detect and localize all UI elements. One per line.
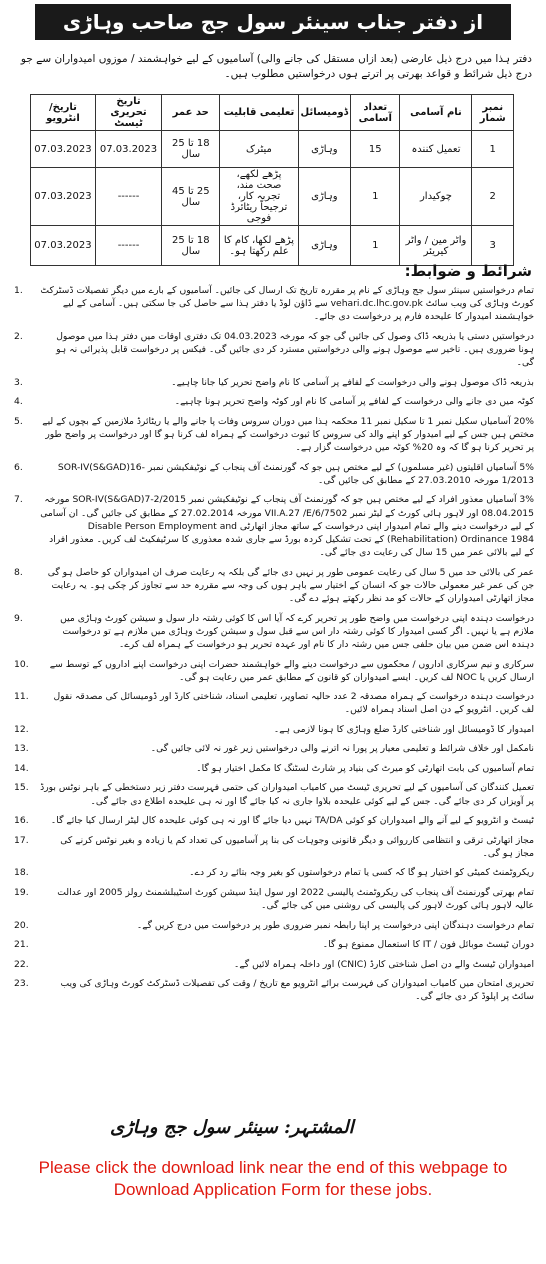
rule-number: 6.	[14, 461, 23, 473]
list-item	[12, 395, 534, 408]
rule-number: 17.	[14, 834, 29, 846]
table-cell: 18 تا 25 سال	[162, 131, 220, 168]
rule-text: کوٹہ میں دی جانے والی درخواست کے لفافے پر آسامی کا نام اور کوٹہ واضح تحریر ہونا چاہیے۔	[174, 396, 534, 408]
table-cell: 1	[351, 168, 400, 226]
table-cell: ------	[95, 226, 161, 266]
col-serial: نمبر شمار	[472, 95, 514, 131]
list-item	[12, 612, 534, 652]
col-test-date: تاریخ تحریری ٹیسٹ	[95, 95, 161, 131]
table-cell: 2	[472, 168, 514, 226]
table-cell: چوکیدار	[400, 168, 472, 226]
table-cell: 25 تا 45 سال	[162, 168, 220, 226]
rule-text: دوران ٹیسٹ موبائل فون / IT کا استعمال ممنوع ہو گا۔	[322, 939, 534, 951]
table-cell: 07.03.2023	[31, 131, 96, 168]
col-interview-date: تاریخ/انٹرویو	[31, 95, 96, 131]
rule-text: تمام آسامیوں کی بابت اتھارٹی کو میرٹ کی بنیاد پر شارٹ لسٹنگ کا مکمل اختیار ہو گا۔	[196, 762, 534, 774]
table-row	[31, 168, 514, 226]
rule-text: مجاز اتھارٹی ترقی و انتظامی کارروائی و دیگر قانونی وجوہات کی بنا پر آسامیوں کی تعداد کم یا زیادہ و بغیر نوٹس کرنے کی مجاز ہو گی۔	[60, 834, 534, 859]
col-domicile: ڈومیسائل	[298, 95, 351, 131]
table-header-row	[31, 95, 514, 131]
table-cell: ------	[95, 168, 161, 226]
rule-text: 5% آسامیاں اقلیتوں (غیر مسلموں) کے لیے مختص ہیں جو کہ گورنمنٹ آف پنجاب کے نوٹیفکیشن نمبر SOR-IV(S&GAD)16-1/2013 مورخہ 27.03.2010 کے مطابق کی جائیں گی۔	[57, 461, 534, 486]
rule-text: 20% آسامیاں سکیل نمبر 1 تا سکیل نمبر 11 محکمہ ہذا میں دوران سروس وفات پا جانے والے یا ریٹائرڈ ملازمین کے بچوں کے لیے مختص ہیں جس کے لیے امیدوار کو اپنے والد کی سروس کا ثبوت درخواست کے ہمراہ لف کرنا ہو گا اور درخواست پر واضح طور پر تحریر کرنا ہو گا کہ وہ 20% کوٹہ میں درخواست گزار ہے۔	[42, 415, 534, 454]
rule-number: 18.	[14, 867, 29, 879]
page-title: از دفتر جناب سینئر سول جج صاحب وہاڑی	[35, 4, 511, 40]
rule-number: 3.	[14, 376, 23, 388]
col-qualification: تعلیمی قابلیت	[220, 95, 298, 131]
list-item	[12, 814, 534, 827]
table-cell: 15	[351, 131, 400, 168]
rule-text: بذریعہ ڈاک موصول ہونے والی درخواست کے لفافے پر آسامی کا نام واضح تحریر کیا جانا چاہیے۔	[171, 376, 534, 388]
rule-number: 8.	[14, 566, 23, 578]
rules-heading: شرائط و ضوابط:	[404, 262, 532, 280]
rule-text: عمر کی بالائی حد میں 5 سال کی رعایت عمومی طور پر نہیں دی جائے گی بلکہ یہ رعایت صرف ان امیدواران کو حاصل ہو گی جن کی عمر غیر معمولی حالات جو کہ انسان کے اختیار سے باہر ہوں کی وجہ سے مقررہ حد سے تجاوز کر چکی ہو۔ یہ رعایت مجاز اتھارٹی امیدواران کے حالات کو مد نظر رکھتے ہوئے دے گی۔	[47, 566, 534, 605]
table-cell: 07.03.2023	[31, 168, 96, 226]
rule-text: درخواستیں دستی یا بذریعہ ڈاک وصول کی جائیں گی جو کہ مورخہ 04.03.2023 تک دفتری اوقات میں دفتر ہذا میں موصول ہونا ضروری ہیں۔ تاخیر سے موصول ہونے والی درخواستیں مسترد کر دی جائیں گی۔ فیکس پر درخواست قابل پذیرائی نہ ہو گی۔	[56, 330, 534, 369]
list-item	[12, 493, 534, 559]
table-cell: 18 تا 25 سال	[162, 226, 220, 266]
download-notice: Please click the download link near the end of this webpage to Download Application Form for these jobs.	[38, 1158, 508, 1199]
rule-text: تمام بھرتی گورنمنٹ آف پنجاب کی ریکروٹمنٹ پالیسی 2022 اور سول اینڈ سیشن کورٹ اسٹیبلشمنٹ رولز 2005 اور عدالت عالیہ لاہور ہائی کورٹ لاہور کی پالیسی کی روشنی میں کی جائے گی۔	[57, 886, 534, 912]
table-cell: میٹرک	[220, 131, 298, 168]
list-item	[12, 330, 534, 370]
rule-text: تعمیل کنندگان کی آسامیوں کے لیے تحریری ٹیسٹ میں کامیاب امیدواران کی حتمی فہرست دفتر زیر دستخطی کے باہر نوٹس بورڈ پر آویزاں کر دی جائے گی۔ جس کے لیے کوئی علیحدہ بلاوا جاری نہ کیا جائے گا اور نہ ہی علیحدہ اطلاع دی جائے گی۔	[40, 782, 534, 807]
rule-text: درخواست دہندہ اپنی درخواست میں واضح طور پر تحریر کرے کہ آیا اس کا کوئی رشتہ دار سول و سیشن کورٹ وہاڑی میں ملازم ہے یا نہیں۔ اگر کسی امیدوار کا کوئی رشتہ دار اس سے قبل سول و سیشن کورٹ وہاڑی میں ملازم ہے تو درخواست دہندہ اس ضمن میں بیان حلفی جس میں رشتہ دار کا نام اور عہدہ تحریر ہو درخواست کے ہمراہ لف کرے۔	[60, 612, 534, 651]
rule-number: 14.	[14, 762, 29, 774]
rule-text: تمام درخواستیں سینئر سول جج وہاڑی کے نام پر مقررہ تاریخ تک ارسال کی جائیں۔ آسامیوں کے بارے میں دیگر تفصیلات ڈسٹرکٹ کورٹ وہاڑی کی ویب سائٹ vehari.dc.lhc.gov.pk سے ڈاؤن لوڈ یا دفتر ہذا سے حاصل کی جا سکتی ہیں۔ آسامی کے لیے خواہشمند امیدوار کا علیحدہ فارم پر درخواست دی جائے۔	[40, 285, 534, 323]
list-item	[12, 284, 534, 324]
rule-number: 1.	[14, 285, 23, 296]
col-age-limit: حد عمر	[162, 95, 220, 131]
rule-text: تحریری امتحان میں کامیاب امیدواران کی فہرست برائے انٹرویو مع تاریخ / وقت کی تفصیلات ڈسٹرکٹ کورٹ وہاڑی کی ویب سائٹ پر اپلوڈ کر دی جائے گی۔	[60, 978, 534, 1003]
rule-number: 23.	[14, 978, 29, 990]
table-cell: واٹر مین / واٹر کیریئر	[400, 226, 472, 266]
list-item	[12, 658, 534, 684]
col-post-name: نام آسامی	[400, 95, 472, 131]
rule-number: 16.	[14, 815, 29, 827]
list-item	[12, 742, 534, 755]
rule-text: ریکروٹمنٹ کمیٹی کو اختیار ہو گا کہ کسی یا تمام درخواستوں کو بغیر وجہ بتائے رد کر دے۔	[189, 867, 534, 879]
rule-number: 5.	[14, 415, 23, 427]
rule-number: 12.	[14, 723, 29, 735]
table-cell: پڑھے لکھے، صحت مند، تجربہ کار، ترجیحاً ریٹائرڈ فوجی	[220, 168, 298, 226]
list-item	[12, 690, 534, 716]
list-item	[12, 415, 534, 455]
rule-text: سرکاری و نیم سرکاری اداروں / محکموں سے درخواست دینے والے خواہشمند حضرات اپنی درخواست اپنے اداروں کے توسط سے ارسال کریں یا NOC لف کریں۔ ایسے امیدواران کو قانون کے مطابق عمر میں رعایت ہو گی۔	[49, 658, 534, 683]
table-cell: 3	[472, 226, 514, 266]
list-item	[12, 866, 534, 879]
table-cell: وہاڑی	[298, 226, 351, 266]
rule-number: 9.	[14, 612, 23, 624]
table-cell: وہاڑی	[298, 131, 351, 168]
rule-text: نامکمل اور خلاف شرائط و تعلیمی معیار پر پورا نہ اترنے والی درخواستیں زیر غور نہ لائی جائیں گی۔	[150, 743, 534, 755]
rule-text: ٹیسٹ و انٹرویو کے لیے آنے والے امیدواران کو کوئی TA/DA نہیں دیا جائے گا اور نہ ہی کوئی علیحدہ کال لیٹر ارسال کیا جائے گا۔	[50, 815, 534, 827]
signature: المشتہر: سینئر سول جج وہاڑی	[110, 1117, 354, 1138]
rule-number: 4.	[14, 396, 23, 408]
rule-number: 10.	[14, 658, 29, 670]
rule-number: 20.	[14, 919, 29, 931]
list-item	[12, 886, 534, 912]
rule-number: 11.	[14, 691, 29, 703]
rule-number: 15.	[14, 782, 29, 794]
table-row	[31, 131, 514, 168]
list-item	[12, 376, 534, 389]
rule-number: 22.	[14, 958, 29, 970]
rule-text: تمام درخواست دہندگان اپنی درخواست پر اپنا رابطہ نمبر ضروری طور پر درخواست میں درج کریں گے۔	[136, 919, 534, 931]
table-cell: 07.03.2023	[95, 131, 161, 168]
list-item	[12, 958, 534, 971]
rule-text: امیدوار کا ڈومیسائل اور شناختی کارڈ ضلع وہاڑی کا ہونا لازمی ہے۔	[273, 723, 534, 735]
list-item	[12, 461, 534, 487]
rules-list	[12, 284, 534, 1010]
list-item	[12, 762, 534, 775]
intro-text: دفتر ہذا میں درج ذیل عارضی (بعد ازاں مستقل کی جانے والی) آسامیوں کے لیے خواہشمند / موزوں امیدواران سے جو درج ذیل شرائط و قواعد بھرتی پر اترتے ہوں درخواستیں مطلوب ہیں۔	[20, 53, 532, 80]
table-cell: 1	[351, 226, 400, 266]
table-row	[31, 226, 514, 266]
list-item	[12, 834, 534, 860]
rule-number: 2.	[14, 330, 23, 342]
list-item	[12, 938, 534, 951]
rule-text: امیدواران ٹیسٹ والے دن اصل شناختی کارڈ (CNIC) اور داخلہ ہمراہ لائیں گے۔	[234, 958, 534, 970]
list-item	[12, 566, 534, 606]
table-cell: 07.03.2023	[31, 226, 96, 266]
list-item	[12, 723, 534, 736]
list-item	[12, 781, 534, 807]
title-banner	[0, 4, 546, 40]
list-item	[12, 977, 534, 1003]
table-cell: پڑھے لکھا، کام کا علم رکھتا ہو۔	[220, 226, 298, 266]
rule-text: درخواست دہندہ درخواست کے ہمراہ مصدقہ 2 عدد حالیہ تصاویر، تعلیمی اسناد، شناختی کارڈ اور ڈومیسائل کی مصدقہ نقول لف کریں۔ انٹرویو کے دن اصل اسناد ہمراہ لائیں۔	[53, 691, 534, 716]
rule-number: 19.	[14, 886, 29, 898]
list-item	[12, 919, 534, 932]
table-cell: تعمیل کنندہ	[400, 131, 472, 168]
rule-number: 7.	[14, 494, 23, 506]
rule-number: 21.	[14, 939, 29, 951]
jobs-table	[30, 94, 514, 266]
table-cell: وہاڑی	[298, 168, 351, 226]
table-cell: 1	[472, 131, 514, 168]
rule-text: 3% آسامیاں معذور افراد کے لیے مختص ہیں جو کہ گورنمنٹ آف پنجاب کے نوٹیفکیشن نمبر SOR-IV(S&GAD)7-2/2015 مورخہ 08.04.2015 اور لاہور ہائی کورٹ کے لیٹر نمبر 6/7502/VII.A.27 /E مورخہ 27.02.2014 کے مطابق کی جائیں گی۔ ان آسامی کے لیے درخواست دینے والے تمام امیدوار اپنی درخواست کے ساتھ مجاز اتھارٹی Disable Person Employment and Rehabilitation) Ordinance 1984) کے تحت تشکیل کردہ بورڈ سے جاری شدہ معذوری کا سرٹیفکیٹ لف کریں۔ معذور افراد کے لیے بالائی عمر میں 15 سال کی رعایت دی جائے گی۔	[40, 494, 534, 559]
rule-number: 13.	[14, 743, 29, 755]
col-post-count: تعداد آسامی	[351, 95, 400, 131]
